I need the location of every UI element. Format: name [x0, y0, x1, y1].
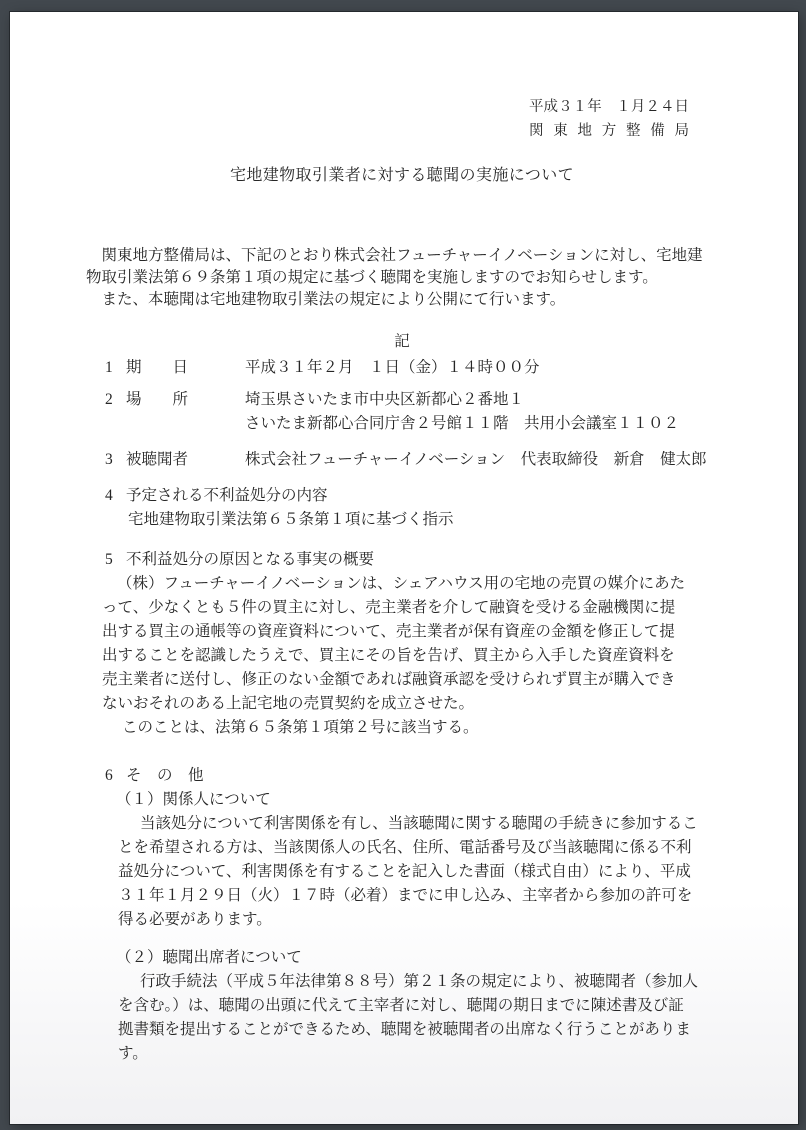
paragraph-line: す。	[118, 1045, 148, 1062]
paragraph-line: 益処分について、利害関係を有することを記入した書面（様式自由）により、平成	[118, 863, 691, 880]
document-title: 宅地建物取引業者に対する聴聞の実施について	[229, 167, 575, 184]
paragraph-line: ３１年１月２９日（火）１７時（必着）までに申し込み、主宰者から参加の許可を	[118, 887, 693, 904]
item-value-line: 埼玉県さいたま市中央区新都心２番地１	[245, 391, 525, 408]
document-page	[10, 12, 798, 1124]
item-planned-disposition	[86, 484, 718, 532]
item-number: 4	[105, 487, 113, 504]
item-value: 平成３１年２月 １日（金）１４時００分	[245, 359, 540, 376]
paragraph-line: とを希望される方は、当該関係人の氏名、住所、電話番号及び当該聴聞に係る不利	[118, 839, 692, 856]
section-heading: 不利益処分の原因となる事実の概要	[126, 551, 375, 568]
paragraph-line: 出することを認識したうえで、買主にその旨を告げ、買主から入手した資産資料を	[102, 647, 675, 664]
paragraph-line: って、少なくとも５件の買主に対し、売主業者を介して融資を受ける金融機関に提	[102, 599, 676, 616]
paragraph-line: 得る必要があります。	[118, 911, 272, 928]
conclusion-line: このことは、法第６５条第１項第２号に該当する。	[122, 719, 479, 736]
issuer: 関東地方整備局	[529, 123, 689, 139]
paragraph-line: ないおそれのある上記宅地の売買契約を成立させた。	[102, 695, 475, 712]
item-date	[86, 356, 718, 380]
item-value	[245, 388, 679, 436]
item-number: 6	[105, 767, 113, 784]
item-subject-person	[86, 448, 718, 472]
paragraph-line: 拠書類を提出することができるため、聴聞を被聴聞者の出席なく行うことがありま	[118, 1021, 691, 1038]
item-label: 場 所	[126, 391, 189, 408]
item-facts-summary	[86, 548, 718, 740]
item-value: 株式会社フューチャーイノベーション 代表取締役 新倉 健太郎	[245, 451, 707, 468]
paragraph-line: （株）フューチャーイノベーションは、シェアハウス用の宅地の売買の媒介にあた	[117, 575, 686, 592]
ki-marker: 記	[394, 333, 410, 350]
item-value-line: さいたま新都心合同庁舎２号館１１階 共用小会議室１１０２	[245, 415, 680, 432]
paragraph-line: 売主業者に送付し、修正のない金額であれば融資承認を受けられず買主が購入でき	[102, 671, 676, 688]
subsection-label-related-persons: （１）関係人について	[116, 791, 271, 808]
item-others	[86, 764, 718, 1066]
intro-line: 関東地方整備局は、下記のとおり株式会社フューチャーイノベーションに対し、宅地建	[86, 247, 703, 264]
section-heading: そ の 他	[126, 767, 204, 784]
intro-line: また、本聴聞は宅地建物取引業法の規定により公開にて行います。	[86, 291, 566, 308]
item-place	[86, 388, 718, 436]
intro-paragraph	[86, 245, 718, 311]
item-number: 1	[105, 359, 113, 376]
paragraph-line: 出する買主の通帳等の資産資料について、売主業者が保有資産の金額を修正して提	[102, 623, 675, 640]
item-number: 3	[105, 451, 113, 468]
facts-paragraph	[102, 572, 718, 740]
item-number: 2	[105, 391, 113, 408]
related-persons-paragraph	[118, 812, 718, 932]
paragraph-line: を含む。）は、聴聞の出頭に代えて主宰者に対し、聴聞の期日までに陳述書及び証	[118, 997, 684, 1014]
item-label: 期 日	[126, 359, 189, 376]
paragraph-line: 行政手続法（平成５年法律第８８号）第２１条の規定により、被聴聞者（参加人	[140, 973, 699, 990]
item-number: 5	[105, 551, 113, 568]
attendees-paragraph	[118, 970, 718, 1066]
issue-date: 平成３１年 １月２４日	[529, 99, 689, 115]
section-heading: 予定される不利益処分の内容	[126, 487, 328, 504]
paragraph-line: 当該処分について利害関係を有し、当該聴聞に関する聴聞の手続きに参加するこ	[140, 815, 698, 832]
header-right-block	[529, 95, 689, 143]
intro-line: 物取引業法第６９条第１項の規定に基づく聴聞を実施しますのでお知らせします。	[86, 269, 658, 286]
item-label: 被聴聞者	[126, 451, 189, 468]
subsection-label-attendees: （２）聴聞出席者について	[116, 949, 302, 966]
section-content: 宅地建物取引業法第６５条第１項に基づく指示	[128, 511, 454, 528]
